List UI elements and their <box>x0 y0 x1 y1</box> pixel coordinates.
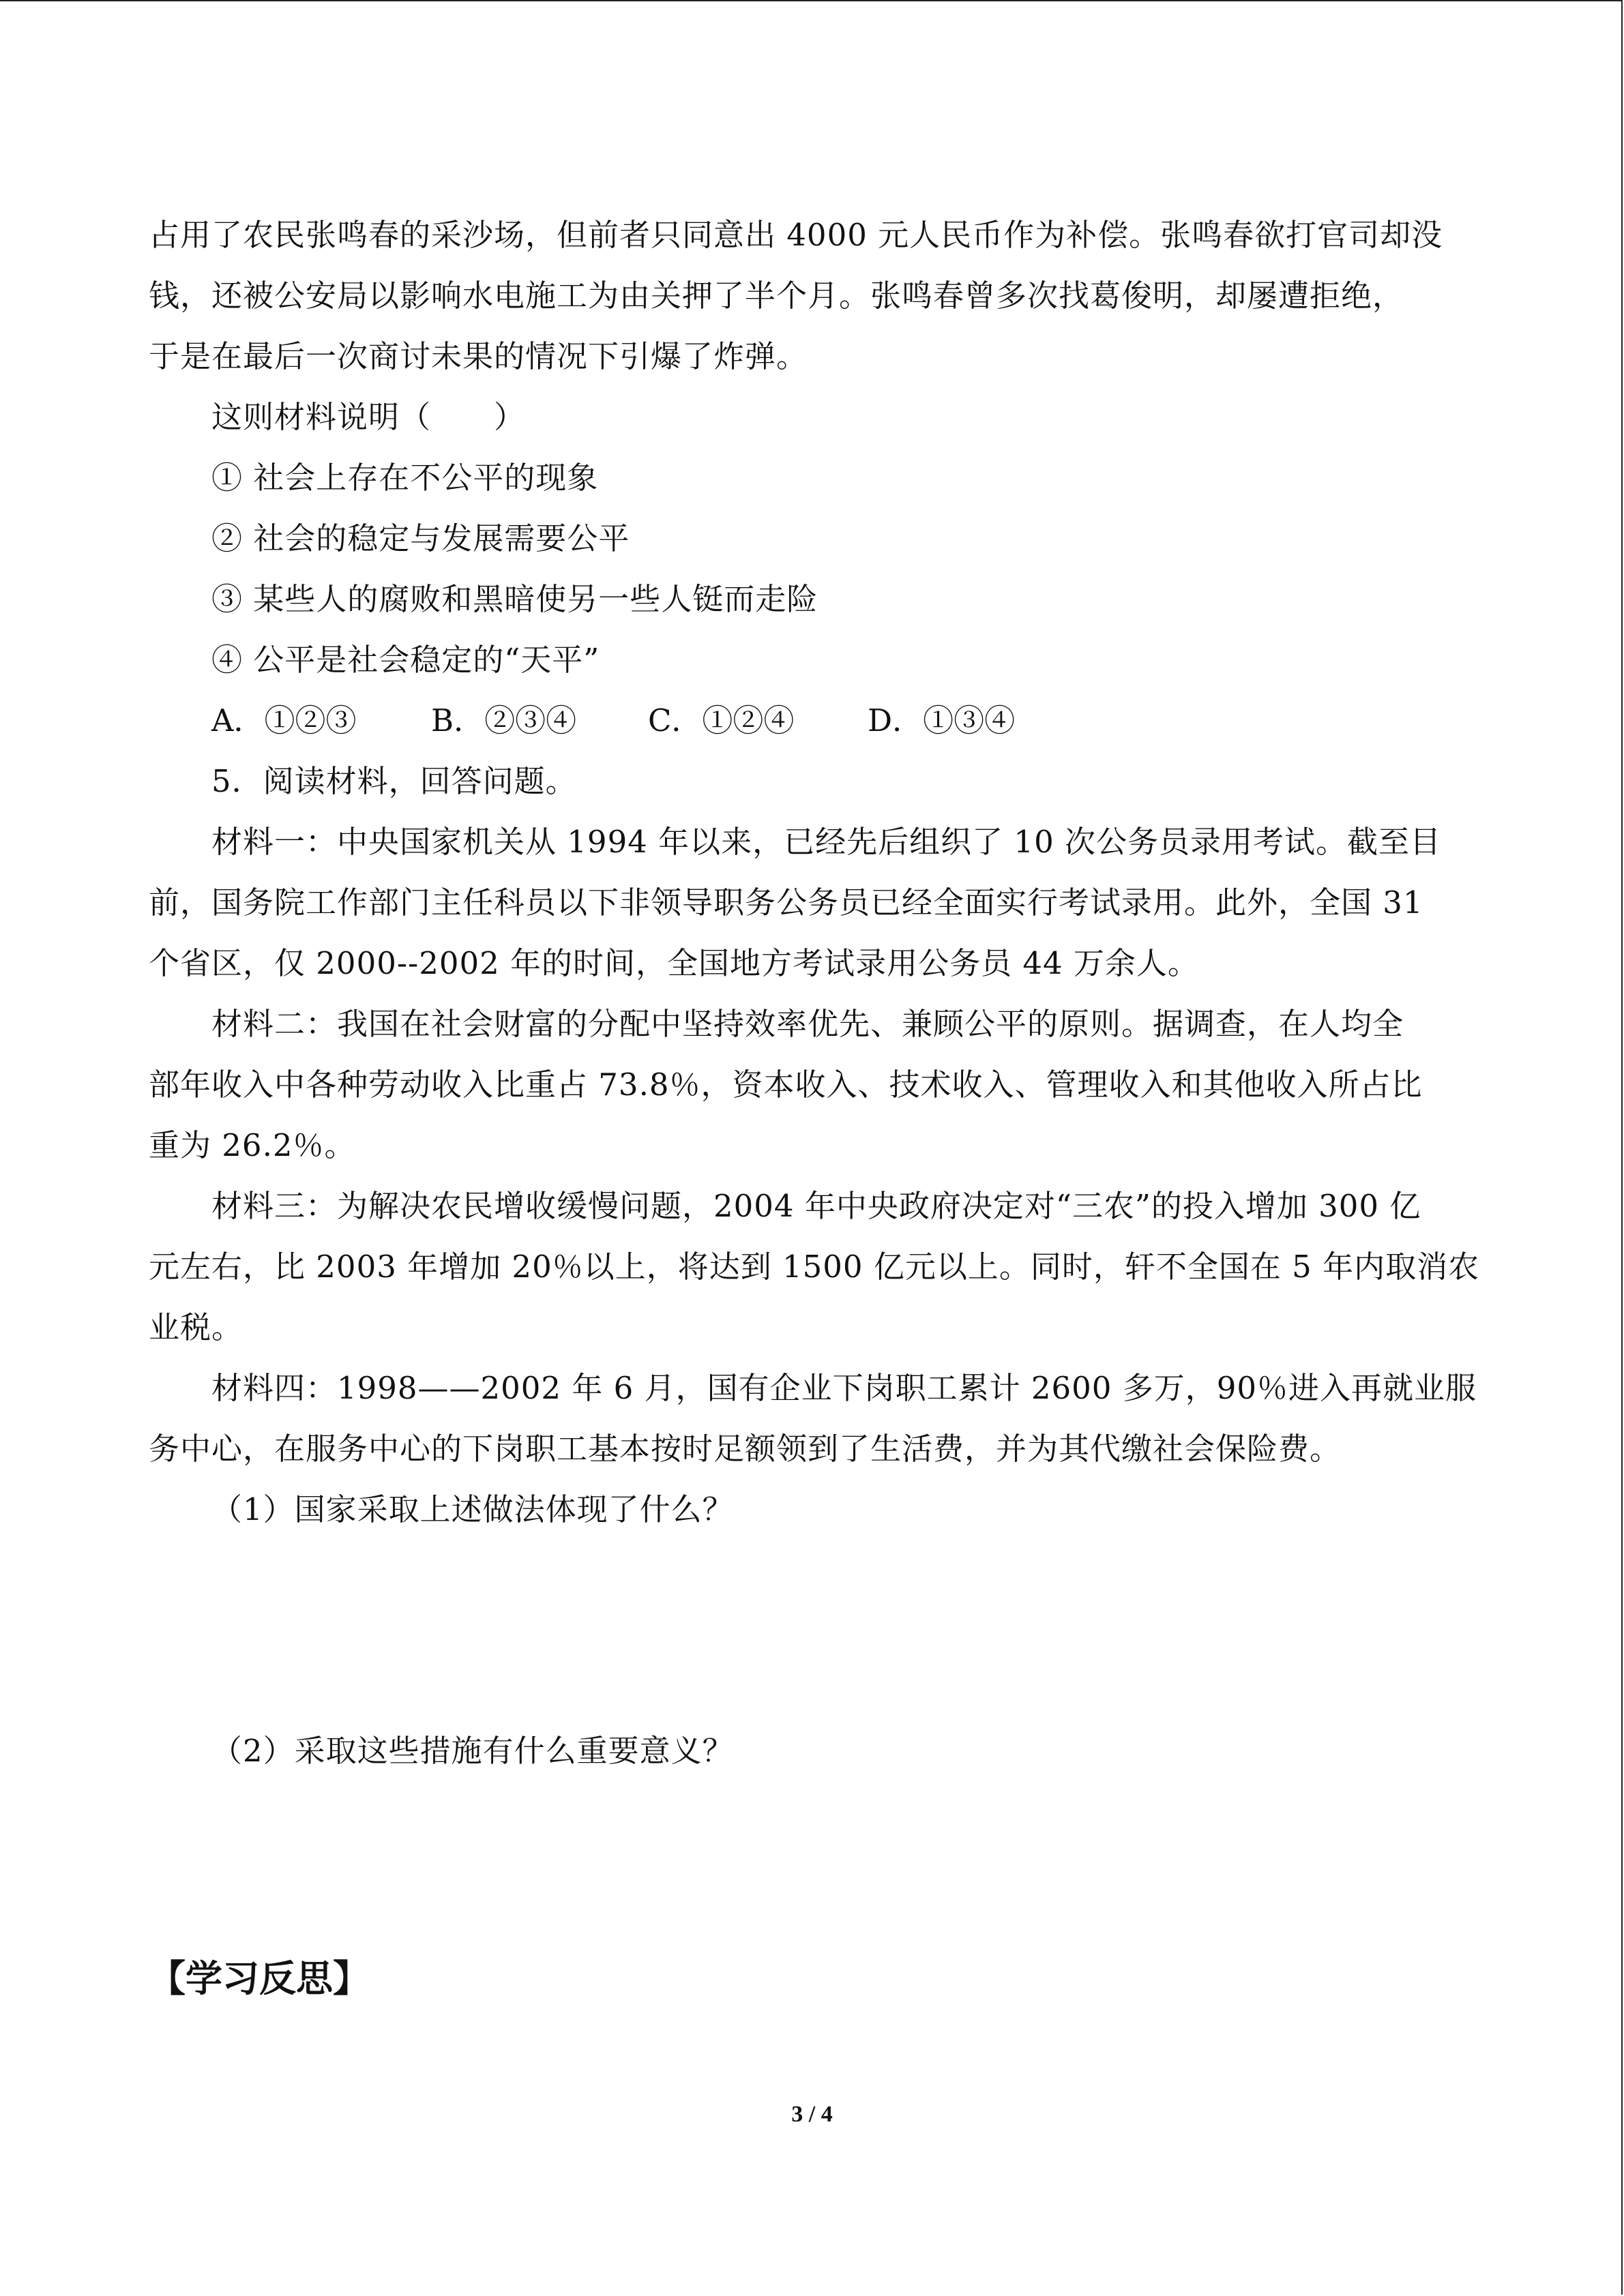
option-c: C．①②④ <box>648 702 795 739</box>
material-line: 业税。 <box>149 1309 243 1345</box>
material-line: 个省区，仅 2000--2002 年的时间，全国地方考试录用公务员 44 万余人。 <box>149 945 1199 981</box>
option-b: B．②③④ <box>431 702 577 739</box>
question-prompt: 这则材料说明（ ） <box>211 399 526 435</box>
statement-item: ① 社会上存在不公平的现象 <box>211 460 599 496</box>
text-line: 占用了农民张鸣春的采沙场，但前者只同意出 4000 元人民币作为补偿。张鸣春欲打官司却没 <box>149 217 1443 253</box>
material-line: 部年收入中各种劳动收入比重占 73.8％，资本收入、技术收入、管理收入和其他收入所占比 <box>149 1067 1423 1103</box>
option-a: A．①②③ <box>211 702 357 739</box>
material-line: 材料三：为解决农民增收缓慢问题，2004 年中央政府决定对“三农”的投入增加 300 亿 <box>211 1188 1421 1224</box>
document-body <box>149 205 1480 1781</box>
text-line: 于是在最后一次商讨未果的情况下引爆了炸弹。 <box>149 338 808 374</box>
option-d: D．①③④ <box>868 702 1016 739</box>
question-title: 5．阅读材料，回答问题。 <box>211 763 577 799</box>
text-line: 钱，还被公安局以影响水电施工为由关押了半个月。张鸣春曾多次找葛俊明，却屡遭拒绝， <box>149 278 1404 314</box>
statement-item: ③ 某些人的腐败和黑暗使另一些人铤而走险 <box>211 581 818 617</box>
material-line: 材料四：1998——2002 年 6 月，国有企业下岗职工累计 2600 多万，90％进入再就业服 <box>211 1370 1477 1406</box>
reflection-heading: 【学习反思】 <box>149 1957 370 2000</box>
answer-space[interactable] <box>149 1540 1475 1720</box>
page-number: 3 / 4 <box>791 2102 833 2127</box>
sub-question-1: （1）国家采取上述做法体现了什么？ <box>211 1491 734 1527</box>
sub-question-2: （2）采取这些措施有什么重要意义？ <box>211 1733 734 1769</box>
statement-item: ② 社会的稳定与发展需要公平 <box>211 520 630 556</box>
material-line: 材料一：中央国家机关从 1994 年以来，已经先后组织了 10 次公务员录用考试。截至目 <box>211 824 1442 860</box>
statement-item: ④ 公平是社会稳定的“天平” <box>211 642 600 678</box>
material-line: 元左右，比 2003 年增加 20％以上，将达到 1500 亿元以上。同时，轩不全国在 5 年内取消农 <box>149 1249 1480 1285</box>
material-line: 重为 26.2％。 <box>149 1127 356 1163</box>
material-line: 材料二：我国在社会财富的分配中坚持效率优先、兼顾公平的原则。据调查，在人均全 <box>211 1006 1404 1042</box>
material-line: 务中心，在服务中心的下岗职工基本按时足额领到了生活费，并为其代缴社会保险费。 <box>149 1431 1342 1467</box>
material-line: 前，国务院工作部门主任科员以下非领导职务公务员已经全面实行考试录用。此外，全国 31 <box>149 884 1423 921</box>
answer-options <box>149 690 1475 751</box>
